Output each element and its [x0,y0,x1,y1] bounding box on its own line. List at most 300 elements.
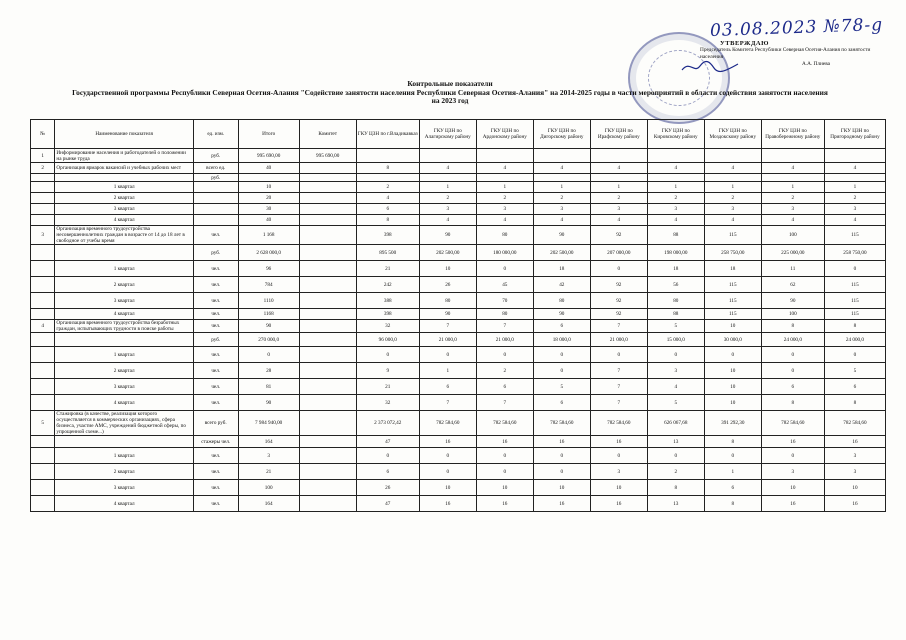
table-cell: 782 584,60 [476,411,533,436]
column-header: ГКУ ЦЗН по Ирафскому району [590,120,647,149]
table-cell [31,379,55,395]
table-cell [299,480,356,496]
column-header: ГКУ ЦЗН по Правобережному району [761,120,824,149]
table-cell: 6 [419,379,476,395]
table-cell [299,320,356,333]
table-cell [299,293,356,309]
table-cell: 2 [761,193,824,204]
table-cell: 92 [590,226,647,245]
table-cell [31,395,55,411]
table-row [31,277,886,293]
title-line-2: Государственной программы Республики Северная Осетия-Алания "Содействие занятости населения Республики Северная Осетия-Алания" на 2014-2025 годы в части мероприятий в области содействия занятости населения [72,87,828,97]
indicator-name-cell: 1 квартал [55,261,193,277]
table-cell: 18 000,0 [533,333,590,347]
table-cell: 6 [761,379,824,395]
table-cell: 1 [824,182,885,193]
table-cell: чел. [193,261,238,277]
table-cell: 80 [476,226,533,245]
table-cell: 10 [704,379,761,395]
table-cell: 0 [533,464,590,480]
table-cell: 0 [761,363,824,379]
table-row [31,261,886,277]
column-header: ГКУ ЦЗН по Ардонскому району [476,120,533,149]
table-cell [761,174,824,182]
table-cell: 5 [647,320,704,333]
table-cell [31,480,55,496]
table-row [31,215,886,226]
table-cell: 4 [761,215,824,226]
table-cell: 80 [533,293,590,309]
table-cell: 4 [590,215,647,226]
table-cell: 4 [476,215,533,226]
table-cell: 388 [356,293,419,309]
table-cell: 24 000,0 [761,333,824,347]
table-cell [193,215,238,226]
table-cell: 3 [647,363,704,379]
table-cell [31,193,55,204]
table-cell [356,149,419,163]
table-cell [299,496,356,512]
table-cell [31,245,55,261]
table-row [31,193,886,204]
table-cell: 47 [356,436,419,448]
indicator-name-cell: 3 квартал [55,293,193,309]
table-cell: 1 [476,182,533,193]
table-cell: 10 [533,480,590,496]
table-cell: 0 [356,448,419,464]
table-cell: 0 [824,261,885,277]
table-cell: 21 [356,261,419,277]
table-cell: 782 584,60 [419,411,476,436]
table-cell: 10 [476,480,533,496]
table-cell: 1 [761,182,824,193]
column-header: ГКУ ЦЗН по Пригородному району [824,120,885,149]
indicator-name-cell [55,436,193,448]
table-cell: 90 [533,309,590,320]
table-cell: чел. [193,448,238,464]
title-line-1: Контрольные показатели [407,79,493,88]
table-cell: 32 [356,320,419,333]
table-cell [299,448,356,464]
table-cell: 16 [761,496,824,512]
indicator-name-cell: 3 квартал [55,480,193,496]
column-header: ГКУ ЦЗН по Кировскому району [647,120,704,149]
table-cell [704,149,761,163]
table-row [31,149,886,163]
table-cell: 9 [356,363,419,379]
table-cell [31,204,55,215]
table-cell: 7 [590,363,647,379]
table-cell: 92 [590,293,647,309]
table-cell: 784 [238,277,299,293]
table-cell: 115 [704,277,761,293]
table-cell: 3 [590,204,647,215]
table-cell: 90 [533,226,590,245]
table-cell: 20 [238,193,299,204]
approval-signer: А.А. Плиева [801,61,830,67]
table-cell: 8 [761,320,824,333]
indicator-name-cell: 2 квартал [55,363,193,379]
table-cell: 2 [533,193,590,204]
table-cell: 115 [824,293,885,309]
table-cell: 115 [704,226,761,245]
table-cell: 782 584,60 [761,411,824,436]
table-cell [476,149,533,163]
table-cell [31,448,55,464]
table-row [31,245,886,261]
table-cell: 2 [476,363,533,379]
table-cell: 4 [590,163,647,174]
indicators-table [30,119,886,512]
table-cell [193,182,238,193]
table-cell: 4 [356,193,419,204]
table-cell: 0 [761,448,824,464]
table-cell: 258 750,00 [824,245,885,261]
table-cell: 4 [824,163,885,174]
table-cell: 7 [590,379,647,395]
table-cell: 782 584,60 [533,411,590,436]
table-cell: 32 [356,395,419,411]
table-cell [533,174,590,182]
table-cell: 92 [590,277,647,293]
table-cell [31,363,55,379]
table-cell: 100 [238,480,299,496]
table-cell [356,174,419,182]
table-cell: 96 [238,261,299,277]
table-cell: 115 [704,293,761,309]
table-cell: всего ед. [193,163,238,174]
table-cell: 4 [476,163,533,174]
table-cell: 7 [476,395,533,411]
table-cell: 18 [647,261,704,277]
table-cell: 10 [704,320,761,333]
table-cell: 2 [356,182,419,193]
table-cell: 26 [419,277,476,293]
table-cell: 0 [647,347,704,363]
table-cell: 70 [476,293,533,309]
table-cell: 2 [31,163,55,174]
table-cell: 10 [590,480,647,496]
table-cell: 10 [419,261,476,277]
table-cell: 16 [476,436,533,448]
indicator-name-cell: 3 квартал [55,379,193,395]
table-cell: 4 [533,215,590,226]
table-cell: 6 [533,395,590,411]
table-cell: 10 [761,480,824,496]
table-cell: 2 [647,193,704,204]
table-cell: 3 [761,464,824,480]
table-cell: 18 [704,261,761,277]
indicator-name-cell: Информирование населения и работодателей о положении на рынке труда [55,149,193,163]
indicator-name-cell: 4 квартал [55,496,193,512]
table-cell [419,149,476,163]
table-cell: 782 584,60 [590,411,647,436]
table-cell: 2 628 000,0 [238,245,299,261]
table-row [31,496,886,512]
table-cell: 0 [533,448,590,464]
table-cell: 7 [419,320,476,333]
table-cell [31,309,55,320]
table-cell: 3 [704,204,761,215]
column-header: № [31,120,55,149]
table-cell: 2 373 072,42 [356,411,419,436]
table-cell: 16 [533,436,590,448]
table-cell: 6 [476,379,533,395]
column-header: ГКУ ЦЗН по Моздокскому району [704,120,761,149]
table-cell: 16 [761,436,824,448]
table-cell: 16 [590,496,647,512]
table-cell: 0 [590,347,647,363]
table-cell: 6 [533,320,590,333]
indicator-name-cell: 3 квартал [55,204,193,215]
indicator-name-cell: 2 квартал [55,193,193,204]
table-cell: 90 [238,320,299,333]
table-cell [299,163,356,174]
table-cell: 10 [704,395,761,411]
table-cell: 90 [419,309,476,320]
table-row [31,347,886,363]
table-cell: 995 690,00 [238,149,299,163]
table-cell: чел. [193,226,238,245]
table-cell: 4 [647,215,704,226]
table-cell: 398 [356,226,419,245]
table-cell: 164 [238,436,299,448]
table-cell: 81 [238,379,299,395]
table-row [31,309,886,320]
table-cell: 4 [704,163,761,174]
table-cell: 0 [419,448,476,464]
table-cell [824,174,885,182]
table-cell: 3 [824,204,885,215]
table-cell: 4 [533,163,590,174]
table-row [31,293,886,309]
table-cell: 198 000,00 [647,245,704,261]
table-cell: 115 [704,309,761,320]
table-cell: 391 292,30 [704,411,761,436]
table-cell: 8 [356,163,419,174]
table-cell [299,411,356,436]
table-cell: 4 [31,320,55,333]
table-cell: 8 [824,395,885,411]
table-cell [647,149,704,163]
table-cell: 80 [647,293,704,309]
table-cell: 164 [238,496,299,512]
table-row [31,436,886,448]
table-cell: 4 [704,215,761,226]
table-cell: 90 [419,226,476,245]
table-cell: 42 [533,277,590,293]
table-cell: 16 [533,496,590,512]
approval-block [700,40,890,68]
table-cell [299,309,356,320]
table-cell [299,204,356,215]
table-cell: руб. [193,174,238,182]
table-cell: 3 [824,448,885,464]
approval-position: Председатель Комитета Республики Северная Осетия-Алания по занятости населения [700,47,871,60]
table-row [31,320,886,333]
table-cell: 4 [419,163,476,174]
handwritten-note: 03.08.2023 №78-g [709,14,884,42]
table-cell: чел. [193,496,238,512]
table-cell [704,174,761,182]
column-header: ГКУ ЦЗН по Алагирскому району [419,120,476,149]
table-cell: 80 [419,293,476,309]
table-cell: 1 [647,182,704,193]
table-cell [31,347,55,363]
indicator-name-cell: 4 квартал [55,395,193,411]
table-cell: 225 000,00 [761,245,824,261]
table-cell: 1 [419,363,476,379]
table-cell [238,174,299,182]
table-cell: 4 [419,215,476,226]
table-cell: 2 [476,193,533,204]
table-cell: чел. [193,379,238,395]
table-cell: 16 [476,496,533,512]
table-row [31,163,886,174]
table-cell [299,379,356,395]
table-cell: 8 [704,496,761,512]
table-cell: чел. [193,395,238,411]
table-cell: 995 690,00 [299,149,356,163]
table-cell [31,496,55,512]
table-cell [299,226,356,245]
table-cell: 1 168 [238,226,299,245]
table-cell: 8 [356,215,419,226]
table-row [31,379,886,395]
table-cell: 242 [356,277,419,293]
table-row [31,363,886,379]
table-cell: руб. [193,245,238,261]
table-cell: 115 [824,277,885,293]
table-cell: 2 [704,193,761,204]
table-cell [476,174,533,182]
table-cell: 21 [238,464,299,480]
table-cell [299,277,356,293]
table-cell: 7 [590,395,647,411]
table-cell: руб. [193,149,238,163]
table-cell: 100 [761,226,824,245]
table-cell: 16 [419,436,476,448]
table-cell [299,174,356,182]
table-cell: 3 [533,204,590,215]
approval-header: УТВЕРЖДАЮ [720,40,769,47]
table-cell: 96 000,0 [356,333,419,347]
table-cell: 7 [476,320,533,333]
table-cell: стажеры чел. [193,436,238,448]
table-cell: 8 [647,480,704,496]
table-cell: 40 [238,215,299,226]
table-cell: 0 [476,448,533,464]
column-header: Итого [238,120,299,149]
table-cell [299,193,356,204]
table-cell: 0 [590,448,647,464]
table-cell: 0 [476,347,533,363]
table-cell: руб. [193,333,238,347]
table-cell: 8 [761,395,824,411]
table-cell: 258 750,00 [704,245,761,261]
table-cell: 2 [824,193,885,204]
table-cell: 21 [356,379,419,395]
table-cell: 10 [824,480,885,496]
indicator-name-cell: 1 квартал [55,347,193,363]
table-cell: 16 [824,436,885,448]
table-row [31,182,886,193]
table-cell: 100 [761,309,824,320]
table-cell: 16 [590,436,647,448]
table-cell: 180 000,00 [476,245,533,261]
table-cell: 13 [647,436,704,448]
table-header-row [31,120,886,149]
table-cell: 5 [533,379,590,395]
table-cell: 18 [533,261,590,277]
table-cell: 30 [238,204,299,215]
table-cell [761,149,824,163]
table-cell: 895 500 [356,245,419,261]
table-cell: 62 [761,277,824,293]
table-cell: 24 000,0 [824,333,885,347]
table-cell: 626 067,68 [647,411,704,436]
table-cell: 30 000,0 [704,333,761,347]
table-cell [299,245,356,261]
table-cell: 1168 [238,309,299,320]
table-cell [299,436,356,448]
table-cell: чел. [193,309,238,320]
table-cell: 92 [590,309,647,320]
table-cell [31,436,55,448]
table-cell: 0 [761,347,824,363]
table-cell: 0 [533,347,590,363]
table-cell: 13 [647,496,704,512]
table-cell: 6 [824,379,885,395]
table-cell: 3 [476,204,533,215]
table-cell [299,363,356,379]
table-cell [31,464,55,480]
indicator-name-cell: Организация ярмарок вакансий и учебных рабочих мест [55,163,193,174]
table-cell [824,149,885,163]
table-cell: чел. [193,277,238,293]
table-cell: всего руб. [193,411,238,436]
table-cell: 398 [356,309,419,320]
table-cell: чел. [193,363,238,379]
table-cell: 1 [419,182,476,193]
table-cell: 28 [238,363,299,379]
table-cell: 6 [356,464,419,480]
table-cell: 0 [704,347,761,363]
table-cell: 3 [590,464,647,480]
column-header: ГКУ ЦЗН по Дигорскому району [533,120,590,149]
table-cell: 115 [824,309,885,320]
table-cell: 1 [533,182,590,193]
table-row [31,174,886,182]
table-cell: 0 [419,347,476,363]
table-cell: 2 [419,193,476,204]
table-cell: 2 [647,464,704,480]
indicator-name-cell [55,333,193,347]
document-title [40,80,860,106]
table-cell: 7 [419,395,476,411]
indicator-name-cell: 2 квартал [55,464,193,480]
table-row [31,395,886,411]
table-cell: 0 [704,448,761,464]
title-line-3: на 2023 год [431,96,469,106]
table-cell: 0 [476,261,533,277]
table-cell: 0 [824,347,885,363]
table-cell: 6 [356,204,419,215]
table-cell: 115 [824,226,885,245]
table-cell [299,261,356,277]
table-cell [299,347,356,363]
table-cell: 7 984 940,00 [238,411,299,436]
